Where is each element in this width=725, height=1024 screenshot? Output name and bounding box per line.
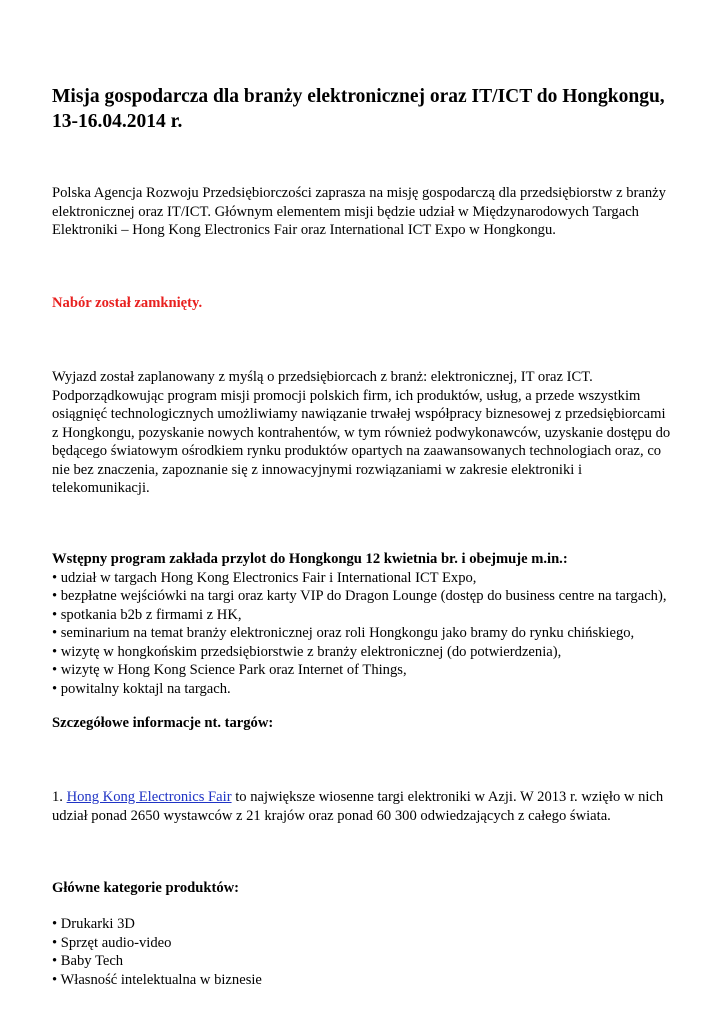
program-section <box>52 550 682 698</box>
fair-line-1 <box>52 788 682 807</box>
page-title <box>52 84 682 134</box>
description-line: nie bez znaczenia, zapoznanie się z innowacyjnymi rozwiązaniami w zakresie elektroniki i <box>52 461 582 478</box>
description-line: będącego światowym ośrodkiem rynku produktów opartych na zaawansowanych technologiach oraz, co <box>52 443 662 459</box>
list-item: • Sprzęt audio-video <box>52 934 172 951</box>
list-item: • Własność intelektualna w biznesie <box>52 971 262 988</box>
description-line: osiągnięć technologicznych umożliwiamy nawiązanie trwałej współpracy biznesowej z przedsiębiorcami <box>52 406 666 422</box>
closed-notice: Nabór został zamknięty. <box>52 295 203 311</box>
list-item: • seminarium na temat branży elektronicznej oraz roli Hongkongu jako bramy do rynku chińskiego, <box>52 625 635 641</box>
list-item: • wizytę w hongkońskim przedsiębiorstwie z branży elektronicznej (do potwierdzenia), <box>52 643 562 660</box>
categories-heading: Główne kategorie produktów: <box>52 880 240 896</box>
list-item: • wizytę w Hong Kong Science Park oraz Internet of Things, <box>52 662 407 678</box>
intro-line: Polska Agencja Rozwoju Przedsiębiorczości zaprasza na misję gospodarczą dla przedsiębiorstw z branży <box>52 185 666 201</box>
closed-notice-block <box>52 294 682 313</box>
hong-kong-electronics-fair-link[interactable]: Hong Kong Electronics Fair <box>66 789 232 805</box>
fair-prefix: 1. <box>52 789 67 805</box>
description-line: Podporządkowując program misji promocji polskich firm, ich produktów, usług, a przede wszystkim <box>52 387 641 404</box>
categories-section <box>52 915 682 989</box>
title-line-1: Misja gospodarcza dla branży elektronicznej oraz IT/ICT do Hongkongu, <box>52 86 665 107</box>
fair-line-2: udział ponad 2650 wystawców z 21 krajów oraz ponad 60 300 odwiedzających z całego świata. <box>52 807 611 824</box>
list-item: • udział w targach Hong Kong Electronics Fair i International ICT Expo, <box>52 569 477 586</box>
description-line: Wyjazd został zaplanowany z myślą o przedsiębiorcach z branż: elektronicznej, IT oraz ICT. <box>52 369 593 385</box>
list-item: • powitalny koktajl na targach. <box>52 680 231 697</box>
list-item: • bezpłatne wejściówki na targi oraz karty VIP do Dragon Lounge (dostęp do business centre na targach), <box>52 588 667 604</box>
title-line-2: 13-16.04.2014 r. <box>52 111 183 132</box>
categories-list <box>52 915 682 989</box>
intro-line: Elektroniki – Hong Kong Electronics Fair oraz International ICT Expo w Hongkongu. <box>52 222 556 238</box>
intro-paragraph <box>52 184 682 240</box>
list-item: • Baby Tech <box>52 953 124 969</box>
program-list <box>52 569 682 699</box>
description-line: telekomunikacji. <box>52 480 150 496</box>
categories-heading-block <box>52 879 682 898</box>
fair-text: to największe wiosenne targi elektroniki w Azji. W 2013 r. wzięło w nich <box>231 789 664 805</box>
description-paragraph <box>52 368 682 498</box>
details-heading-block <box>52 714 682 733</box>
details-heading: Szczegółowe informacje nt. targów: <box>52 715 274 731</box>
list-item: • spotkania b2b z firmami z HK, <box>52 606 242 623</box>
intro-line: elektronicznej oraz IT/ICT. Głównym elementem misji będzie udział w Międzynarodowych Targach <box>52 203 639 220</box>
description-line: z Hongkongu, pozyskanie nowych kontrahentów, w tym również podwykonawców, uzyskanie dostępu do <box>52 424 671 441</box>
program-heading: Wstępny program zakłada przylot do Hongkongu 12 kwietnia br. i obejmuje m.in.: <box>52 551 568 567</box>
list-item: • Drukarki 3D <box>52 916 135 932</box>
fair-paragraph <box>52 788 682 825</box>
